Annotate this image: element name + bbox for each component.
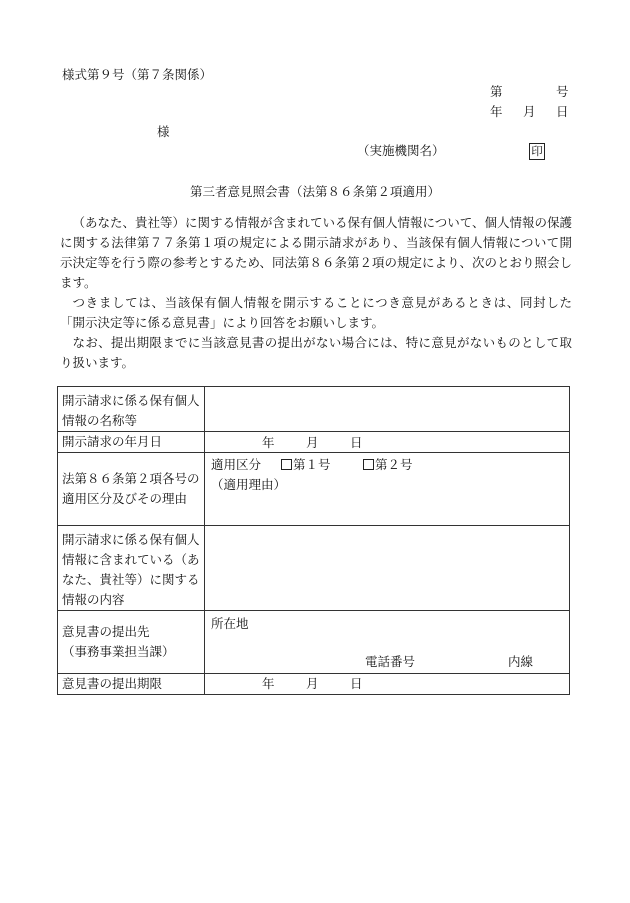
field-submission-destination[interactable] xyxy=(205,611,570,674)
row-label-submission-destination-line1: 意見書の提出先 xyxy=(62,624,150,639)
document-number-suffix: 号 xyxy=(556,84,569,99)
table-row-information-content xyxy=(58,526,570,611)
field-information-name[interactable] xyxy=(205,387,570,432)
date-day-label: 日 xyxy=(556,104,569,119)
address-label: 所在地 xyxy=(211,616,249,631)
form-number: 様式第９号（第７条関係） xyxy=(62,67,213,82)
request-date-day: 日 xyxy=(350,435,363,450)
seal-mark: 印 xyxy=(529,143,545,160)
row-label-submission-destination xyxy=(58,611,205,674)
field-information-content[interactable] xyxy=(205,526,570,611)
addressee-suffix: 様 xyxy=(157,124,170,139)
date-month-label: 月 xyxy=(523,104,536,119)
table-row-submission-deadline xyxy=(58,674,570,695)
body-paragraph-2: つきましては、当該保有個人情報を開示することにつき意見があるときは、同封した「開示決定等に係る意見書」により回答をお願いします。 xyxy=(60,295,572,330)
category-option-2[interactable] xyxy=(363,458,413,472)
category-option-2-label: 第２号 xyxy=(375,457,413,472)
deadline-day: 日 xyxy=(350,676,363,691)
request-date-year: 年 xyxy=(262,435,275,450)
deadline-month: 月 xyxy=(306,676,319,691)
field-request-date[interactable] xyxy=(205,432,570,453)
row-label-submission-destination-line2: （事務事業担当課） xyxy=(62,644,175,659)
extension-label: 内線 xyxy=(508,654,534,669)
agency-name-label: （実施機関名） xyxy=(357,143,445,158)
inquiry-table xyxy=(57,386,570,695)
row-label-submission-deadline: 意見書の提出期限 xyxy=(58,674,205,695)
row-label-category: 法第８６条第２項各号の適用区分及びその理由 xyxy=(58,453,205,526)
deadline-year: 年 xyxy=(262,676,275,691)
field-submission-deadline[interactable] xyxy=(205,674,570,695)
checkbox-icon[interactable] xyxy=(363,459,374,470)
category-reason-label: （適用理由） xyxy=(211,477,287,492)
field-category xyxy=(205,453,570,526)
table-row-submission-destination xyxy=(58,611,570,674)
category-option-1[interactable] xyxy=(281,458,331,472)
date-year-label: 年 xyxy=(490,104,503,119)
body-paragraph-3: なお、提出期限までに当該意見書の提出がない場合には、特に意見がないものとして取り扱います。 xyxy=(60,335,572,370)
document-number-prefix: 第 xyxy=(490,84,503,99)
row-label-information-content: 開示請求に係る保有個人情報に含まれている（あなた、貴社等）に関する情報の内容 xyxy=(58,526,205,611)
document-title: 第三者意見照会書（法第８６条第２項適用） xyxy=(189,184,440,199)
row-label-request-date: 開示請求の年月日 xyxy=(58,432,205,453)
table-row-category xyxy=(58,453,570,526)
body-paragraph-1: （あなた、貴社等）に関する情報が含まれている保有個人情報について、個人情報の保護に関する法律第７７条第１項の規定による開示請求があり、当該保有個人情報について開示決定等を行う際の参考とするため、同法第８６条第２項の規定により、次のとおり照会します。 xyxy=(60,215,573,290)
row-label-information-name: 開示請求に係る保有個人情報の名称等 xyxy=(58,387,205,432)
category-label: 適用区分 xyxy=(211,457,262,472)
category-option-1-label: 第１号 xyxy=(293,457,331,472)
table-row-request-date xyxy=(58,432,570,453)
phone-label: 電話番号 xyxy=(365,654,416,669)
checkbox-icon[interactable] xyxy=(281,459,292,470)
request-date-month: 月 xyxy=(306,435,319,450)
table-row-information-name xyxy=(58,387,570,432)
